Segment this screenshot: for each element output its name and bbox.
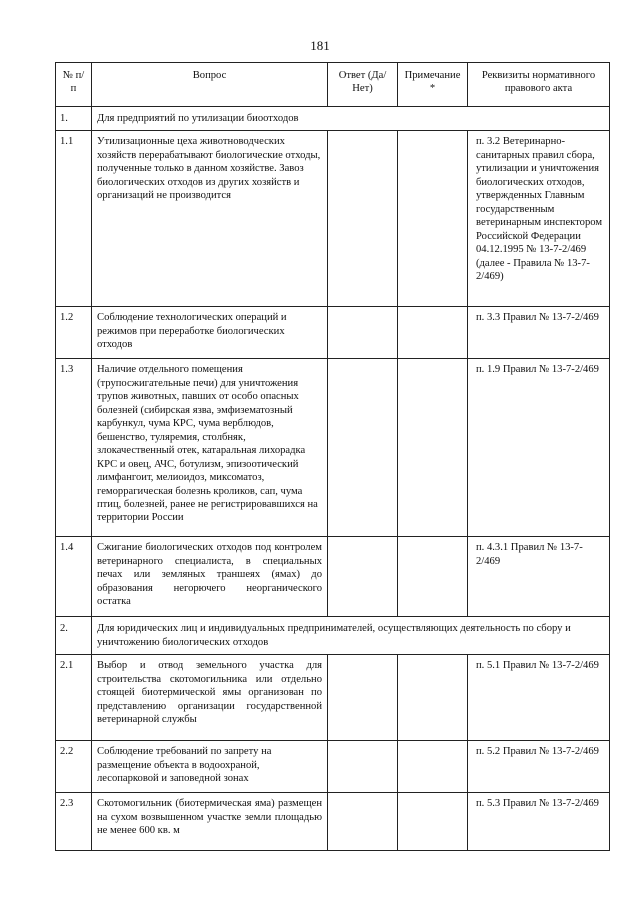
table-row	[56, 655, 610, 741]
table-header-row	[56, 63, 610, 107]
section-row-1	[56, 107, 610, 131]
header-note: Примечание *	[398, 63, 468, 107]
row-answer	[328, 307, 398, 359]
row-requisites: п. 1.9 Правил № 13-7-2/469	[468, 359, 610, 537]
row-num: 1.1	[56, 131, 92, 307]
row-answer	[328, 741, 398, 793]
row-question: Выбор и отвод земельного участка для строительства скотомогильника или отдельно стоящей биотермической ямы организован по представлению организации государственной ветеринарной службы	[92, 655, 328, 741]
row-question: Соблюдение технологических операций и режимов при переработке биологических отходов	[92, 307, 328, 359]
row-num: 2.1	[56, 655, 92, 741]
row-num: 1.3	[56, 359, 92, 537]
row-requisites: п. 5.1 Правил № 13-7-2/469	[468, 655, 610, 741]
row-requisites: п. 3.2 Ветеринарно-санитарных правил сбора, утилизации и уничтожения биологических отходов, утвержденных Главным государственным ветеринарным инспектором Российской Федерации 04.12.1995 № 13-7-2/469 (далее - Правила № 13-7-2/469)	[468, 131, 610, 307]
row-requisites: п. 5.3 Правил № 13-7-2/469	[468, 793, 610, 851]
row-note	[398, 741, 468, 793]
row-question: Утилизационные цеха животноводческих хозяйств перерабатывают биологические отходы, полученные только в данном хозяйстве. Завоз биологических отходов из других хозяйств и организаций не производится	[92, 131, 328, 307]
row-num: 1.2	[56, 307, 92, 359]
row-question: Соблюдение требований по запрету на размещение объекта в водоохраной, лесопарковой и заповедной зонах	[92, 741, 328, 793]
table-row	[56, 741, 610, 793]
page-number: 181	[310, 38, 330, 53]
header-question: Вопрос	[92, 63, 328, 107]
table-row	[56, 307, 610, 359]
table-row	[56, 359, 610, 537]
row-note	[398, 793, 468, 851]
row-num: 1.4	[56, 537, 92, 617]
table-row	[56, 793, 610, 851]
row-question: Сжигание биологических отходов под контролем ветеринарного специалиста, в специальных печах или земляных траншеях (ямах) до образования негорючего неорганического остатка	[92, 537, 328, 617]
row-note	[398, 307, 468, 359]
section-row-2	[56, 617, 610, 655]
row-requisites: п. 5.2 Правил № 13-7-2/469	[468, 741, 610, 793]
section-num: 2.	[56, 617, 92, 655]
row-requisites: п. 3.3 Правил № 13-7-2/469	[468, 307, 610, 359]
row-answer	[328, 359, 398, 537]
table-row	[56, 131, 610, 307]
inspection-checklist-table	[55, 62, 610, 851]
section-num: 1.	[56, 107, 92, 131]
row-answer	[328, 131, 398, 307]
row-note	[398, 655, 468, 741]
row-question: Наличие отдельного помещения (трупосжигательные печи) для уничтожения трупов животных, павших от особо опасных болезней (сибирская язва, эмфизематозный карбункул, чума КРС, чума верблюдов, бешенство, туляремия, столбняк, злокачественный отек, катаральная лихорадка КРС и овец, АЧС, ботулизм, эпизоотический лимфангоит, мелиоидоз, миксоматоз, геморрагическая болезнь кроликов, сап, чума птиц, болезней, ранее не регистрировавшихся на территории России	[92, 359, 328, 537]
row-question: Скотомогильник (биотермическая яма) размещен на сухом возвышенном участке земли площадью не менее 600 кв. м	[92, 793, 328, 851]
row-num: 2.3	[56, 793, 92, 851]
header-num: № п/п	[56, 63, 92, 107]
row-note	[398, 537, 468, 617]
header-answer: Ответ (Да/Нет)	[328, 63, 398, 107]
section-title: Для юридических лиц и индивидуальных предпринимателей, осуществляющих деятельность по сбору и уничтожению биологических отходов	[92, 617, 610, 655]
row-requisites: п. 4.3.1 Правил № 13-7-2/469	[468, 537, 610, 617]
row-note	[398, 131, 468, 307]
row-answer	[328, 793, 398, 851]
row-num: 2.2	[56, 741, 92, 793]
header-requisites: Реквизиты нормативного правового акта	[468, 63, 610, 107]
row-answer	[328, 655, 398, 741]
section-title: Для предприятий по утилизации биоотходов	[92, 107, 610, 131]
table-row	[56, 537, 610, 617]
row-answer	[328, 537, 398, 617]
row-note	[398, 359, 468, 537]
